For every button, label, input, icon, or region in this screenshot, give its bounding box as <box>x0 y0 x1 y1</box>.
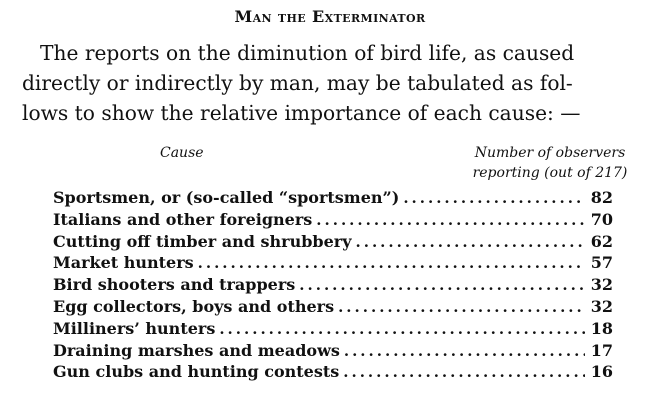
table-row <box>53 210 613 232</box>
dot-leader <box>339 363 585 381</box>
table-row <box>53 253 613 275</box>
table-row <box>53 341 613 363</box>
observer-count: 16 <box>590 362 613 382</box>
cause-label: Cutting off timber and shrubbery <box>53 231 352 251</box>
column-header-count-line1: Number of observers <box>474 145 626 161</box>
observer-count: 32 <box>590 275 613 295</box>
intro-line: lows to show the relative importance of each cause: — <box>22 101 581 125</box>
dot-leader <box>194 254 585 272</box>
causes-table <box>53 188 613 384</box>
observer-count: 32 <box>590 296 613 316</box>
table-row <box>53 188 613 210</box>
observer-count: 82 <box>590 188 613 207</box>
dot-leader <box>399 189 585 207</box>
dot-leader <box>352 233 586 251</box>
observer-count: 70 <box>590 209 613 229</box>
dot-leader <box>295 276 585 294</box>
cause-label: Milliners’ hunters <box>53 318 216 338</box>
column-header-count <box>460 143 640 183</box>
dot-leader <box>312 211 585 229</box>
cause-label: Italians and other foreigners <box>53 209 313 229</box>
running-head: Man the Exterminator <box>234 7 426 26</box>
table-row <box>53 362 613 384</box>
cause-label: Gun clubs and hunting contests <box>53 362 340 382</box>
intro-line: The reports on the diminution of bird life, as caused <box>40 41 575 65</box>
column-header-cause: Cause <box>160 145 204 161</box>
cause-label: Sportsmen, or (so-called “sportsmen”) <box>53 188 400 207</box>
table-row <box>53 275 613 297</box>
intro-paragraph <box>22 38 640 128</box>
cause-label: Egg collectors, boys and others <box>53 296 335 316</box>
dot-leader <box>334 298 585 316</box>
table-row <box>53 297 613 319</box>
intro-line: directly or indirectly by man, may be tabulated as fol- <box>22 71 573 95</box>
table-row <box>53 319 613 341</box>
dot-leader <box>215 320 585 338</box>
table-row <box>53 232 613 254</box>
observer-count: 18 <box>590 318 613 338</box>
cause-label: Bird shooters and trappers <box>53 275 296 295</box>
cause-label: Market hunters <box>53 253 194 273</box>
cause-label: Draining marshes and meadows <box>53 340 340 360</box>
observer-count: 62 <box>590 231 613 251</box>
observer-count: 57 <box>590 253 613 273</box>
column-header-count-line2: reporting (out of 217) <box>472 165 628 181</box>
observer-count: 17 <box>590 340 613 360</box>
dot-leader <box>340 342 585 360</box>
